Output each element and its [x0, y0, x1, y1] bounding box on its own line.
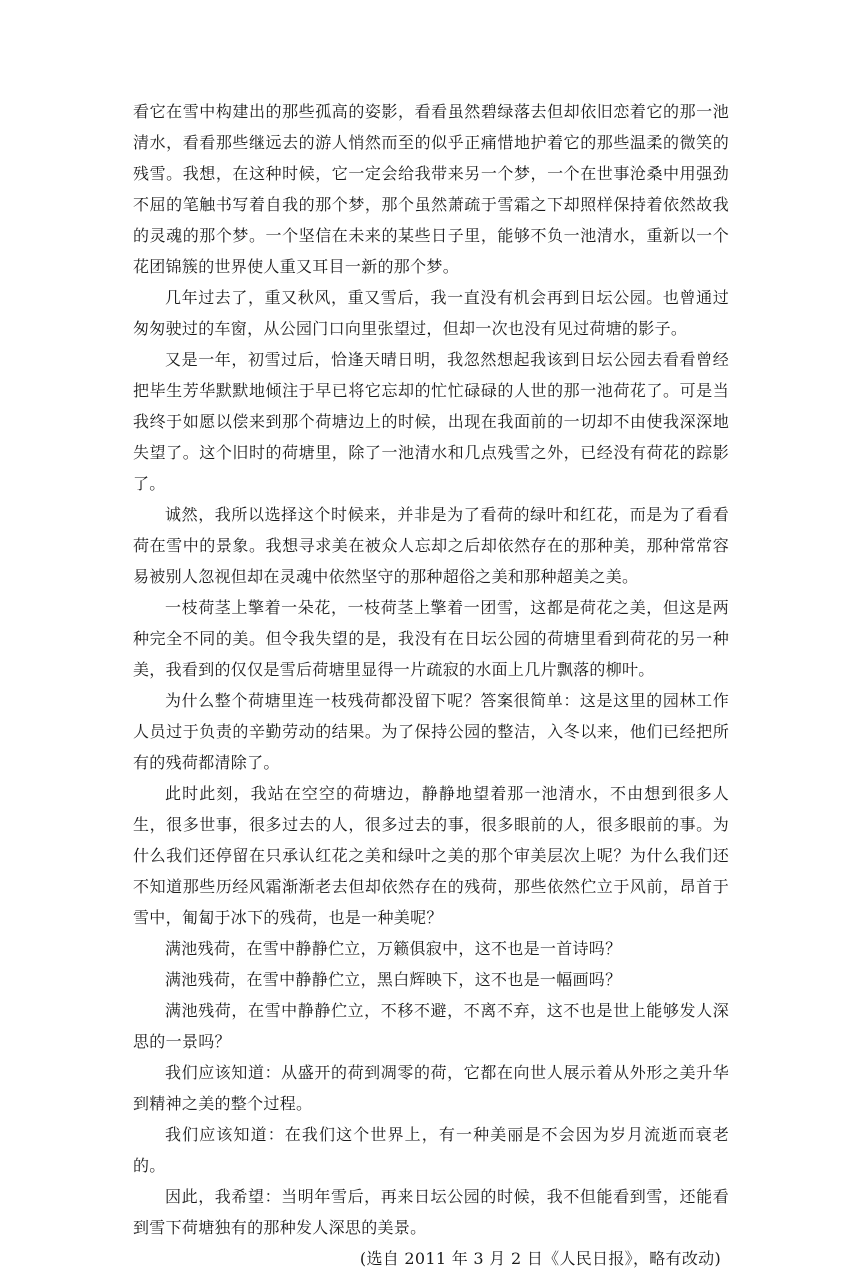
paragraph: 一枝荷茎上擎着一朵花，一枝荷茎上擎着一团雪，这都是荷花之美，但这是两种完全不同的美。但令我失望的是，我没有在日坛公园的荷塘里看到荷花的另一种美，我看到的仅仅是雪后荷塘里显得一片疏寂的水面上几片飘落的柳叶。: [133, 598, 729, 679]
paragraph: 又是一年，初雪过后，恰逢天晴日明，我忽然想起我该到日坛公园去看看曾经把毕生芳华默默地倾注于早已将它忘却的忙忙碌碌的人世的那一池荷花了。可是当我终于如愿以偿来到那个荷塘边上的时候，出现在我面前的一切却不由使我深深地失望了。这个旧时的荷塘里，除了一池清水和几点残雪之外，已经没有荷花的踪影了。: [133, 350, 729, 493]
paragraph: 为什么整个荷塘里连一枝残荷都没留下呢？答案很简单：这是这里的园林工作人员过于负责的辛勤劳动的结果。为了保持公园的整洁，入冬以来，他们已经把所有的残荷都清除了。: [133, 691, 729, 772]
source-citation: (选自 2011 年 3 月 2 日《人民日报》，略有改动): [359, 1249, 721, 1268]
article-body: [133, 96, 729, 1274]
paragraph: 满池残荷，在雪中静静伫立，万籁俱寂中，这不也是一首诗吗？: [165, 939, 622, 958]
paragraph: 我们应该知道：从盛开的荷到凋零的荷，它都在向世人展示着从外形之美升华到精神之美的整个过程。: [133, 1063, 729, 1113]
paragraph: 此时此刻，我站在空空的荷塘边，静静地望着那一池清水，不由想到很多人生，很多世事，很多过去的人，很多过去的事，很多眼前的人，很多眼前的事。为什么我们还停留在只承认红花之美和绿叶之美的那个审美层次上呢？为什么我们还不知道那些历经风霜渐渐老去但却依然存在的残荷，那些依然伫立于风前，昂首于雪中，匍匐于冰下的残荷，也是一种美呢？: [133, 784, 729, 927]
paragraph: 看它在雪中构建出的那些孤高的姿影，看看虽然碧绿落去但却依旧恋着它的那一池清水，看看那些继远去的游人悄然而至的似乎正痛惜地护着它的那些温柔的微笑的残雪。我想，在这种时候，它一定会给我带来另一个梦，一个在世事沧桑中用强劲不屈的笔触书写着自我的那个梦，那个虽然萧疏于雪霜之下却照样保持着依然故我的灵魂的那个梦。一个坚信在未来的某些日子里，能够不负一池清水，重新以一个花团锦簇的世界使人重又耳目一新的那个梦。: [133, 102, 729, 276]
paragraph: 几年过去了，重又秋风，重又雪后，我一直没有机会再到日坛公园。也曾通过匆匆驶过的车窗，从公园门口向里张望过，但却一次也没有见过荷塘的影子。: [133, 288, 729, 338]
paragraph: 因此，我希望：当明年雪后，再来日坛公园的时候，我不但能看到雪，还能看到雪下荷塘独有的那种发人深思的美景。: [133, 1187, 729, 1237]
paragraph: 我们应该知道：在我们这个世界上，有一种美丽是不会因为岁月流逝而衰老的。: [133, 1125, 729, 1175]
paragraph: 满池残荷，在雪中静静伫立，不移不避，不离不弃，这不也是世上能够发人深思的一景吗？: [133, 1001, 729, 1051]
paragraph: 满池残荷，在雪中静静伫立，黑白辉映下，这不也是一幅画吗？: [165, 970, 622, 989]
paragraph: 诚然，我所以选择这个时候来，并非是为了看荷的绿叶和红花，而是为了看看荷在雪中的景象。我想寻求美在被众人忘却之后却依然存在的那种美，那种常常容易被别人忽视但却在灵魂中依然坚守的那种超俗之美和那种超美之美。: [133, 505, 729, 586]
